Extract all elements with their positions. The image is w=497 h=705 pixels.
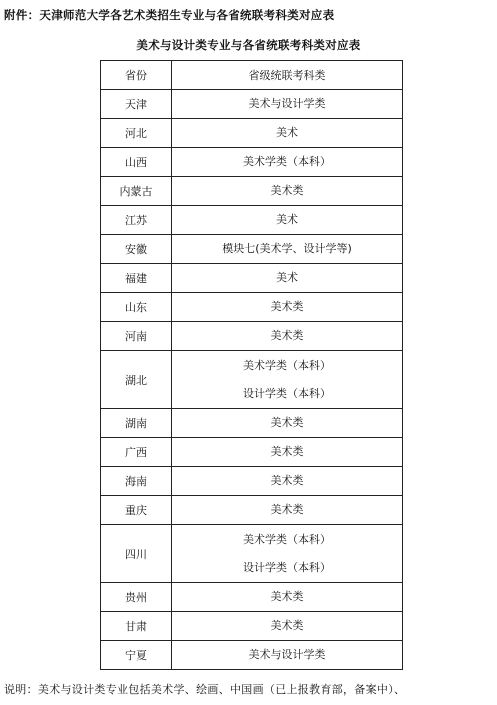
category-cell: [172, 206, 403, 235]
table-row: [101, 583, 403, 612]
province-cell: 湖北: [101, 351, 172, 409]
province-cell: 山西: [101, 148, 172, 177]
header-category: 省级统联考科类: [172, 61, 403, 90]
page-heading: 附件：天津师范大学各艺术类招生专业与各省统联考科类对应表: [4, 8, 335, 22]
table-row: [101, 293, 403, 322]
table-row: [101, 612, 403, 641]
category-text: 美术: [276, 126, 298, 139]
table-title: 美术与设计类专业与各省统联考科类对应表: [136, 38, 361, 52]
province-cell: 海南: [101, 467, 172, 496]
category-cell: [172, 496, 403, 525]
province-cell: 河南: [101, 322, 172, 351]
table-row: [101, 206, 403, 235]
table-row: [101, 496, 403, 525]
province-cell: 安徽: [101, 235, 172, 264]
table-row: [101, 264, 403, 293]
category-text: 美术类: [270, 300, 304, 313]
province-cell: 福建: [101, 264, 172, 293]
category-cell: [172, 177, 403, 206]
category-text: 美术类: [270, 184, 304, 197]
category-text: 美术类: [270, 416, 304, 429]
province-cell: 湖南: [101, 409, 172, 438]
category-cell: [172, 438, 403, 467]
category-text: 美术类: [270, 590, 304, 603]
category-text: 美术: [276, 271, 298, 284]
category-cell: [172, 409, 403, 438]
table-row: [101, 525, 403, 583]
category-cell: [172, 148, 403, 177]
category-cell: [172, 467, 403, 496]
table-row: [101, 177, 403, 206]
table-row: [101, 90, 403, 119]
footnote: 说明：美术与设计类专业包括美术学、绘画、中国画（已上报教育部，备案中）、: [4, 683, 406, 696]
category-text: 美术类: [270, 503, 304, 516]
category-text: 模块七(美术学、设计学等): [222, 242, 352, 255]
category-cell: [172, 351, 403, 409]
category-text: 美术与设计学类: [248, 648, 326, 661]
province-cell: 内蒙古: [101, 177, 172, 206]
category-cell: [172, 583, 403, 612]
category-text: 美术学类（本科）: [243, 155, 331, 168]
category-text: 美术类: [270, 445, 304, 458]
province-cell: 四川: [101, 525, 172, 583]
table-row: [101, 438, 403, 467]
table-row: [101, 148, 403, 177]
province-cell: 宁夏: [101, 641, 172, 670]
category-text: 设计学类（本科）: [243, 560, 331, 574]
table-row: [101, 351, 403, 409]
table-row: [101, 119, 403, 148]
province-cell: 山东: [101, 293, 172, 322]
table-row: [101, 641, 403, 670]
province-cell: 贵州: [101, 583, 172, 612]
province-cell: 广西: [101, 438, 172, 467]
category-text: 美术: [276, 213, 298, 226]
category-text: 设计学类（本科）: [243, 386, 331, 400]
province-cell: 江苏: [101, 206, 172, 235]
category-cell: [172, 264, 403, 293]
correspondence-table: [100, 60, 403, 670]
category-cell: [172, 612, 403, 641]
category-cell: [172, 90, 403, 119]
table-header-row: [101, 61, 403, 90]
category-cell: [172, 641, 403, 670]
table-row: [101, 467, 403, 496]
category-cell: [172, 322, 403, 351]
category-text: 美术类: [270, 619, 304, 632]
category-text: 美术学类（本科）: [243, 532, 331, 546]
province-cell: 甘肃: [101, 612, 172, 641]
category-text: 美术学类（本科）: [243, 358, 331, 372]
province-cell: 天津: [101, 90, 172, 119]
category-cell: [172, 119, 403, 148]
category-cell: [172, 525, 403, 583]
category-text: 美术与设计学类: [248, 97, 326, 110]
province-cell: 重庆: [101, 496, 172, 525]
table-row: [101, 322, 403, 351]
table-row: [101, 235, 403, 264]
category-cell: [172, 235, 403, 264]
province-cell: 河北: [101, 119, 172, 148]
category-text: 美术类: [270, 474, 304, 487]
category-cell: [172, 293, 403, 322]
category-text: 美术类: [270, 329, 304, 342]
table-row: [101, 409, 403, 438]
header-province: 省份: [101, 61, 172, 90]
